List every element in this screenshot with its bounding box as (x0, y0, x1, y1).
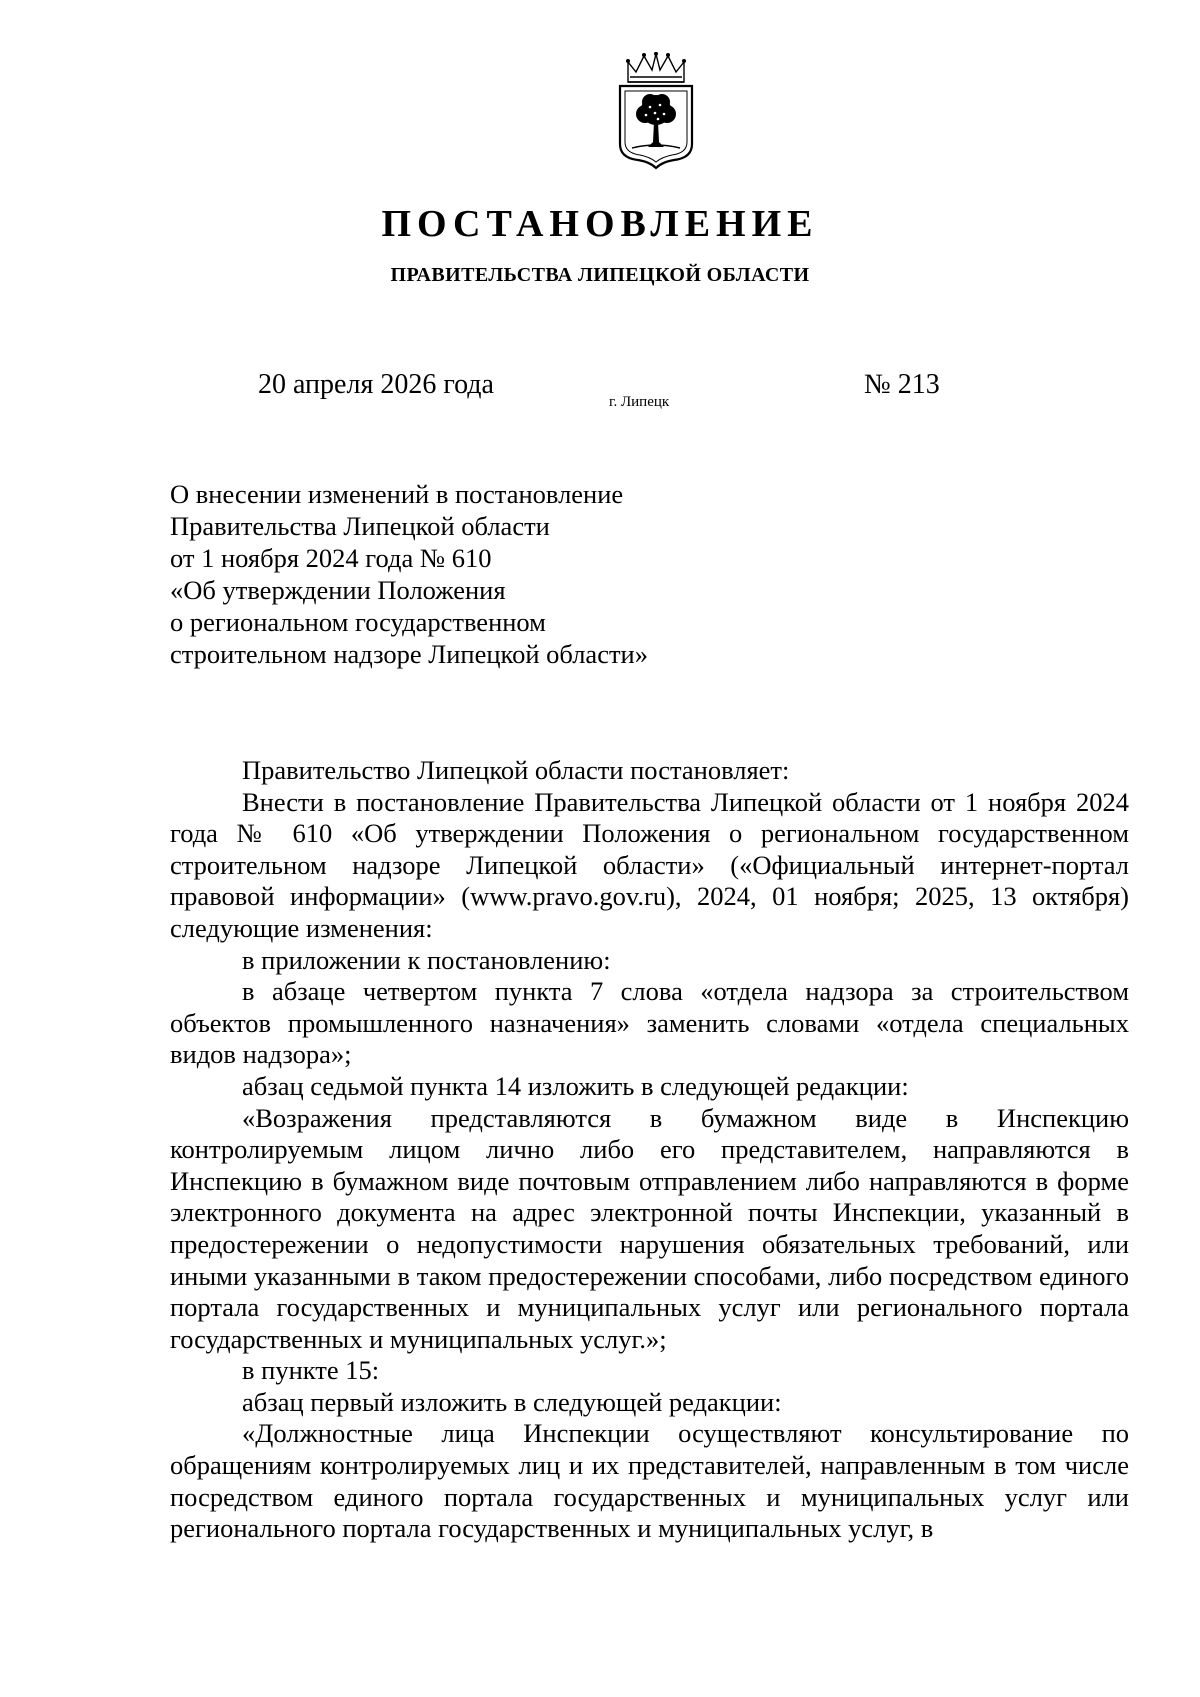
issuing-authority: ПРАВИТЕЛЬСТВА ЛИПЕЦКОЙ ОБЛАСТИ (390, 264, 810, 286)
coat-of-arms-emblem (614, 52, 698, 170)
document-number: № 213 (864, 369, 940, 400)
body-paragraph: Правительство Липецкой области постановляет: (242, 755, 790, 785)
body-paragraph: в пункте 15: (242, 1355, 380, 1386)
subject-line: строительном надзоре Липецкой области» (170, 639, 648, 669)
subject-line: Правительства Липецкой области (170, 511, 550, 541)
document-subject (170, 478, 770, 670)
document-body (170, 755, 1129, 1545)
document-city: г. Липецк (609, 394, 670, 410)
body-paragraph: Внести в постановление Правительства Липецкой области от 1 ноября 2024 года № 610 «Об утверждении Положения о региональном государственном строительном надзоре Липецкой области» («Официальный интернет-портал правовой информации» (www.pravo.gov.ru), 2024, 01 ноября; 2025, 13 октября) следующие изменения: (170, 786, 1129, 943)
body-paragraph: «Должностные лица Инспекции осуществляют консультирование по обращениям контролируемых лиц и их представителей, направленным в том числе посредством единого портала государственных и муниципальных услуг или регионального портала государственных и муниципальных услуг, в (170, 1418, 1129, 1544)
document-title: ПОСТАНОВЛЕНИЕ (381, 203, 819, 245)
body-paragraph: абзац первый изложить в следующей редакции: (242, 1386, 782, 1417)
body-paragraph: «Возражения представляются в бумажном виде в Инспекцию контролируемым лицом лично либо его представителем, направляются в Инспекцию в бумажном виде почтовым отправлением либо направляются в форме электронного документа на адрес электронной почты Инспекции, указанный в предостережении о недопустимости нарушения обязательных требований, или иными указанными в таком предостережении способами, либо посредством единого портала государственных и муниципальных услуг или регионального портала государственных и муниципальных услуг.»; (170, 1102, 1129, 1354)
subject-line: «Об утверждении Положения (170, 575, 506, 605)
subject-line: о региональном государственном (170, 607, 546, 637)
subject-line: О внесении изменений в постановление (170, 479, 624, 509)
body-paragraph: в абзаце четвертом пункта 7 слова «отдела надзора за строительством объектов промышленного назначения» заменить словами «отдела специальных видов надзора»; (170, 976, 1129, 1070)
document-date: 20 апреля 2026 года (258, 369, 494, 400)
subject-line: от 1 ноября 2024 года № 610 (170, 543, 492, 573)
body-paragraph: абзац седьмой пункта 14 изложить в следующей редакции: (242, 1070, 909, 1101)
body-paragraph: в приложении к постановлению: (242, 944, 611, 975)
